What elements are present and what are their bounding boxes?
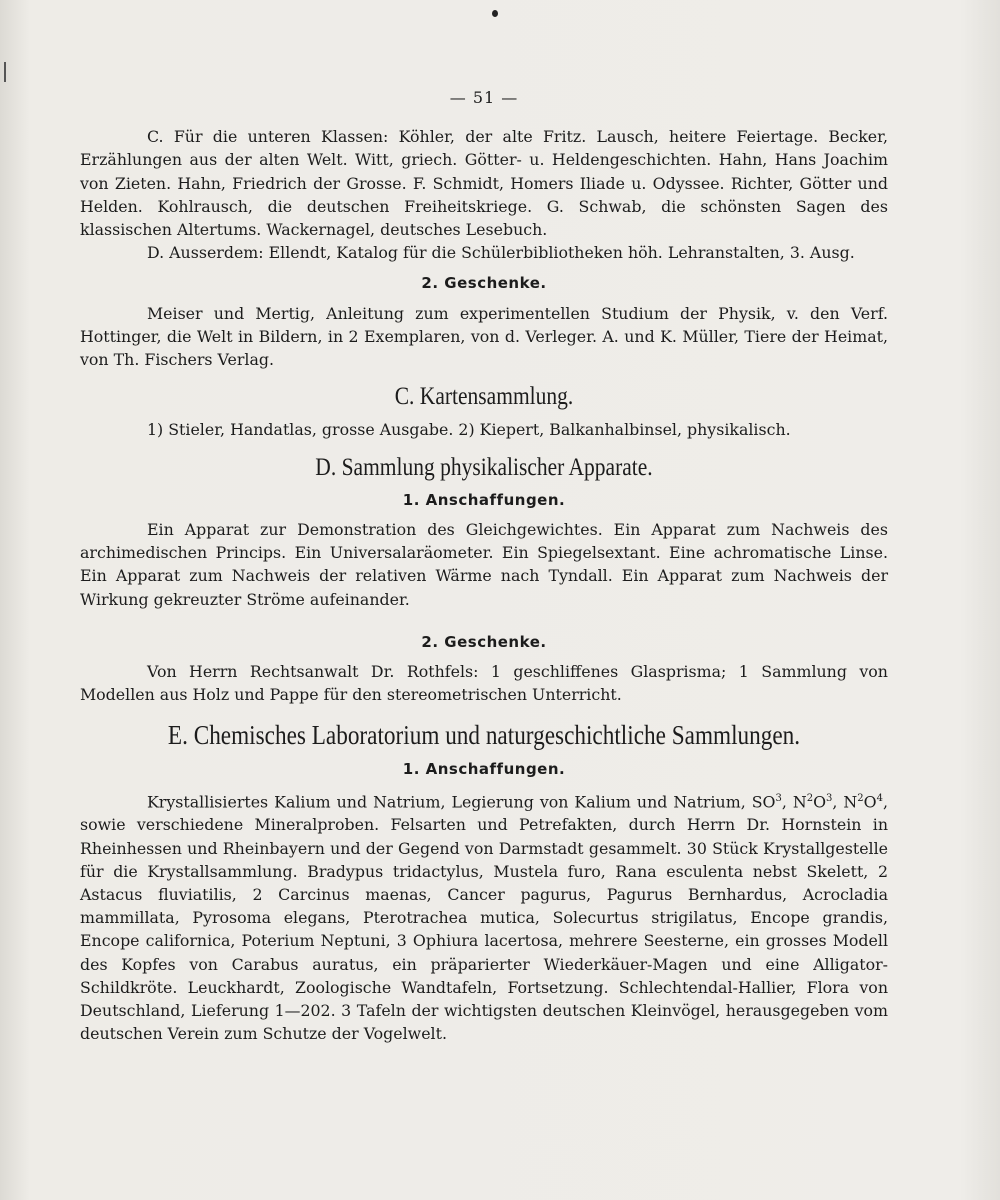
heading-acquisitions-d: 1. Anschaffungen. [402, 490, 566, 509]
paragraph-gifts: Meiser und Mertig, Anleitung zum experimentellen Studium der Physik, v. den Verf. Hottinger, die Welt in Bildern, in 2 Exemplaren, von d. Verleger. A. und K. Müller, Tiere der Heimat, von Th. Fischers Verlag. [80, 303, 888, 370]
heading-geschenke: 2. Geschenke. [421, 274, 547, 293]
paragraph-apparatus-acquisitions: Ein Apparat zur Demonstration des Gleichgewichtes. Ein Apparat zum Nachweis des archimedischen Princips. Ein Universalaräometer. Ein Spiegelsextant. Eine achromatische Linse. Ein Apparat zum Nachweis der relativen Wärme nach Tyndall. Ein Apparat zum Nachweis der Wirkung gekreuzter Ströme aufeinander. [80, 520, 888, 609]
heading-acquisitions-e: 1. Anschaffungen. [402, 759, 566, 778]
heading-kartensammlung: C. Kartensammlung. [394, 383, 574, 411]
paragraph-c-lower-classes: C. Für die unteren Klassen: Köhler, der alte Fritz. Lausch, heitere Feiertage. Becker, Erzählungen aus der alten Welt. Witt, griech. Götter- u. Heldengeschichten. Hahn, Hans Joachim von Zieten. Hahn, Friedrich der Grosse. F. Schmidt, Homers Iliade u. Odyssee. Richter, Götter und Helden. Kohlrausch, die deutschen Freiheitskriege. G. Schwab, die schönsten Sagen des klassischen Altertums. Wackernagel, deutsches Lesebuch. [80, 127, 888, 240]
paragraph-d-additionally: D. Ausserdem: Ellendt, Katalog für die Schülerbibliotheken höh. Lehranstalten, 3. Ausg. [147, 243, 855, 263]
paragraph-chemistry-acquisitions: Krystallisiertes Kalium und Natrium, Legierung von Kalium und Natrium, $SO^3$, $N^2O^3$, $N^2O^4$, sowie verschiedene Mineralproben. Felsarten und Petrefakten, durch Herrn Dr. Hornstein in Rheinhessen und Rheinbayern und der Gegend von Darmstadt gesammelt. 30 Stück Krystallgestelle für die Krystallsammlung. Bradypus tridactylus, Mustela furo, Rana esculenta nebst Skelett, 2 Astacus fluviatilis, 2 Carcinus maenas, Cancer pagurus, Pagurus Bernhardus, Acrocladia mammillata, Pyrosoma elegans, Pterotrachea mutica, Solecurtus strigilatus, Encope grandis, Encope californica, Poterium Neptuni, 3 Ophiura lacertosa, mehrere Seesterne, ein grosses Modell des Kopfes von Carabus auratus, ein präparierter Wiederkäuer-Magen und eine Alligator-Schildkröte. Leuckhardt, Zoologische Wandtafeln, Fortsetzung. Schlechtendal-Hallier, Flora von Deutschland, Lieferung 1—202. 3 Tafeln der wichtigsten deutschen Kleinvögel, herausgegeben vom deutschen Verein zum Schutze der Vogelwelt. [80, 792, 888, 1044]
paragraph-maps: 1) Stieler, Handatlas, grosse Ausgabe. 2) Kiepert, Balkanhalbinsel, physikalisch. [147, 420, 791, 440]
page-number: — 51 — [449, 88, 519, 107]
paragraph-apparatus-gifts: Von Herrn Rechtsanwalt Dr. Rothfels: 1 geschliffenes Glasprisma; 1 Sammlung von Modellen aus Holz und Pappe für den stereometrischen Unterricht. [80, 662, 888, 705]
page-content [80, 86, 888, 1045]
heading-gifts-d: 2. Geschenke. [421, 632, 547, 651]
heading-physics-apparatus: D. Sammlung physikalischer Apparate. [315, 453, 653, 481]
ink-dot [492, 10, 498, 17]
heading-chemistry-lab: E. Chemisches Laboratorium und naturgeschichtliche Sammlungen. [167, 720, 801, 751]
margin-mark [4, 62, 6, 82]
